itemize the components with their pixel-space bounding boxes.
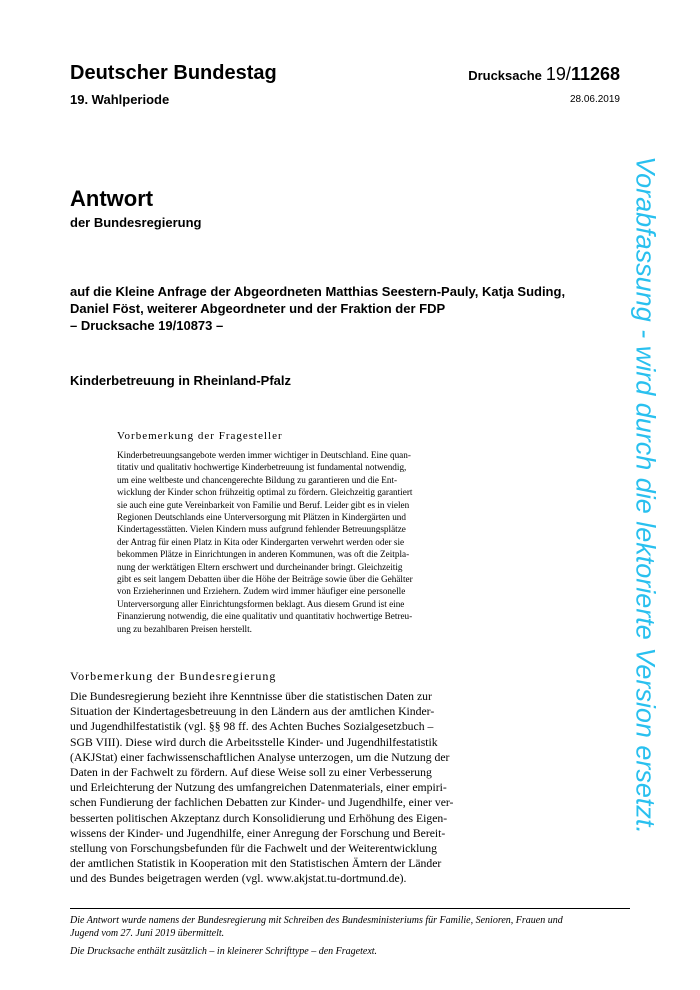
footnote-divider [70, 908, 630, 909]
text-line: Die Bundesregierung bezieht ihre Kenntnisse über die statistischen Daten zur [70, 690, 432, 703]
inquiry-line: – Drucksache 19/10873 – [70, 318, 224, 333]
document-type: Antwort [70, 186, 154, 211]
footnote-line: Jugend vom 27. Juni 2019 übermittelt. [70, 928, 225, 939]
inquiry-line: Daniel Föst, weiterer Abgeordneter und der Fraktion der FDP [70, 301, 446, 316]
text-line: Kindertagesstätten. Vielen Kindern muss aufgrund fehlender Betreuungsplätze [117, 524, 406, 535]
text-line: der Antrag für einen Platz in Kita oder Kindergarten verwehrt werden oder sie [117, 536, 405, 547]
text-line: bekommen Plätze in Einrichtungen in anderen Kommunen, was oft die Zeitpla- [117, 549, 410, 560]
government-remark-heading: Vorbemerkung der Bundesregierung [70, 669, 277, 683]
text-line: Finanzierung notwendig, die eine qualitativ und quantitativ hochwertige Betreu- [117, 611, 413, 622]
text-line: Regionen Deutschlands eine Unterversorgung mit Plätzen in Kindergärten und [117, 512, 406, 523]
drucksache-label: Drucksache [468, 68, 542, 83]
topic-title: Kinderbetreuung in Rheinland-Pfalz [70, 373, 292, 388]
watermark-text: Vorabfassung - wird durch die lektorierte Version ersetzt. [630, 156, 661, 834]
text-line: titativ und qualitativ hochwertige Kinderbetreuung ist fundamental notwendig, [117, 462, 407, 473]
legislative-period: 19. Wahlperiode [70, 92, 170, 107]
drucksache-prefix: 19/ [545, 64, 571, 84]
questioner-remark-text [117, 449, 470, 635]
text-line: wicklung der Kinder schon frühzeitig optimal zu fördern. Gleichzeitig garantiert [117, 487, 413, 498]
text-line: SGB VIII). Diese wird durch die Arbeitsstelle Kinder- und Jugendhilfestatistik [70, 735, 438, 749]
text-line: nung der werktätigen Eltern erschwert und durcheinander bringt. Gleichzeitig [117, 561, 403, 572]
text-line: der amtlichen Statistik in Kooperation mit den Statistischen Ämtern der Länder [70, 857, 442, 871]
text-line: Situation der Kindertagesbetreuung in den Ländern aus der amtlichen Kinder- [70, 705, 435, 719]
text-line: und Erleichterung der Nutzung des umfangreichen Datenmaterials, einer empiri- [70, 781, 447, 795]
text-line: und des Bundes beigetragen werden (vgl. www.akjstat.tu-dortmund.de). [70, 872, 407, 886]
text-line: Kinderbetreuungsangebote werden immer wichtiger in Deutschland. Eine quan- [117, 450, 411, 460]
government-remark-text [70, 689, 630, 887]
text-line: schen Fundierung der fachlichen Debatten zur Kinder- und Jugendhilfe, einer ver- [70, 796, 454, 810]
questioner-remark-heading: Vorbemerkung der Fragesteller [117, 430, 283, 442]
drucksache-id: 11268 [570, 64, 620, 84]
inquiry-reference [70, 283, 630, 334]
text-line: wissens der Kinder- und Jugendhilfe, einer Anregung der Forschung und Bereit- [70, 826, 446, 840]
footnote-note: Die Drucksache enthält zusätzlich – in kleinerer Schrifttype – den Fragetext. [70, 946, 378, 957]
text-line: Unterversorgung aller Einrichtungsformen beklagt. Aus diesem Grund ist eine [117, 598, 405, 609]
text-line: besserten politischen Akzeptanz durch Konsolidierung und Erhöhung des Eigen- [70, 811, 448, 825]
text-line: (AKJStat) einer fachwissenschaftlichen Analyse unterzogen, um die Nutzung der [70, 750, 450, 764]
footnote [70, 914, 630, 958]
text-line: von Erzieherinnen und Erziehern. Zudem wird immer häufiger eine personelle [117, 586, 406, 597]
document-date: 28.06.2019 [569, 94, 620, 105]
organization-title: Deutscher Bundestag [70, 62, 277, 84]
text-line: sie auch eine gute Vereinbarkeit von Familie und Beruf. Leider gibt es in vielen [117, 499, 410, 510]
text-line: stellung von Forschungsbefunden für die Fachwelt und der Weiterentwicklung [70, 842, 437, 856]
text-line: Daten in der Fachwelt zu fördern. Auf diese Weise soll zu einer Verbesserung [70, 766, 432, 780]
document-subtitle: der Bundesregierung [70, 215, 202, 230]
text-line: ung zu bezahlbaren Preisen herstellt. [117, 623, 252, 634]
footnote-line: Die Antwort wurde namens der Bundesregierung mit Schreiben des Bundesministeriums für Familie, Senioren, Frauen und [70, 915, 563, 926]
drucksache-number [468, 64, 620, 85]
inquiry-line: auf die Kleine Anfrage der Abgeordneten Matthias Seestern-Pauly, Katja Suding, [70, 284, 566, 299]
text-line: um eine weltbeste und chancengerechte Bildung zu garantieren und die Ent- [117, 474, 398, 485]
text-line: und Jugendhilfestatistik (vgl. §§ 98 ff. des Achten Buches Sozialgesetzbuch – [70, 720, 434, 734]
text-line: gibt es seit langem Debatten über die Höhe der Beiträge sowie über die Gehälter [117, 574, 413, 585]
